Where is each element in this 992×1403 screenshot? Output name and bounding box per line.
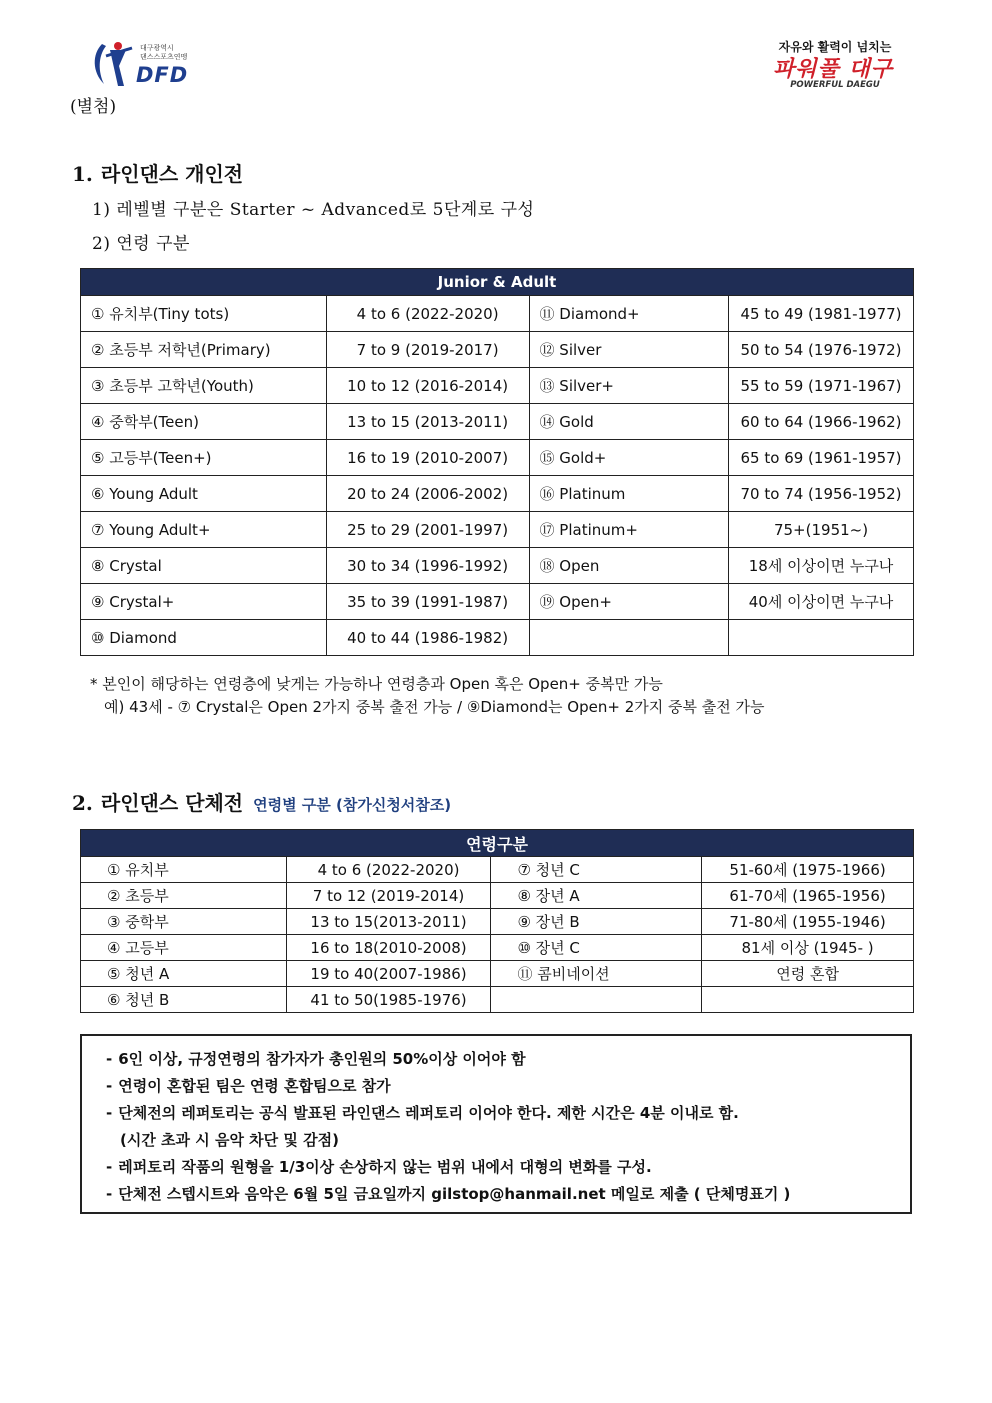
age-range-cell: 75+(1951~) [729,512,914,548]
table-row [81,883,914,909]
age-range-cell: 4 to 6 (2022-2020) [286,857,491,883]
section2-number: 2. [72,791,93,815]
age-range-cell: 61-70세 (1965-1956) [702,883,914,909]
category-cell: ④ 고등부 [81,935,287,961]
section1-item2: 2) 연령 구분 [92,234,190,254]
rule-text: 연령이 혼합된 팀은 연령 혼합팀으로 참가 [118,1077,391,1095]
table-row [81,548,914,584]
rule-item [106,1100,910,1127]
category-cell [491,987,702,1013]
age-range-cell: 13 to 15(2013-2011) [286,909,491,935]
age-range-cell: 30 to 34 (1996-1992) [326,548,529,584]
table-row [81,440,914,476]
table-row [81,857,914,883]
table-row [81,987,914,1013]
category-cell: ⑪ 콤비네이션 [491,961,702,987]
section2-note: 연령별 구분 (참가신청서참조) [253,796,452,814]
dfd-org-name [140,44,187,62]
table-row [81,332,914,368]
age-range-cell: 20 to 24 (2006-2002) [326,476,529,512]
category-cell: ① 유치부(Tiny tots) [81,296,327,332]
city-brand-en: POWERFUL DAEGU [790,80,880,90]
section1-heading [72,158,243,187]
rule-text: 레퍼토리 작품의 원형을 1/3이상 손상하지 않는 범위 내에서 대형의 변화를 구성. [118,1158,652,1176]
section1-title: 라인댄스 개인전 [100,162,244,186]
age-range-cell: 10 to 12 (2016-2014) [326,368,529,404]
rule-dash: - [106,1185,113,1203]
rule-item [106,1181,910,1208]
team-rules-box [80,1034,912,1214]
section2-title: 라인댄스 단체전 [100,791,244,815]
category-cell: ⑩ 장년 C [491,935,702,961]
rule-dash: - [106,1158,113,1176]
rule-text: 6인 이상, 규정연령의 참가자가 총인원의 50%이상 이어야 함 [118,1050,526,1068]
table-row [81,404,914,440]
table-row [81,512,914,548]
category-cell: ⑧ Crystal [81,548,327,584]
category-cell: ⑬ Silver+ [529,368,729,404]
age-range-cell: 60 to 64 (1966-1962) [729,404,914,440]
section1-number: 1. [72,162,93,186]
category-cell: ② 초등부 [81,883,287,909]
category-cell: ⑰ Platinum+ [529,512,729,548]
age-range-cell: 7 to 9 (2019-2017) [326,332,529,368]
category-cell [529,620,729,656]
team-rules-list [82,1036,910,1208]
age-range-cell: 16 to 18(2010-2008) [286,935,491,961]
table-row [81,961,914,987]
section1-note2: 예) 43세 - ⑦ Crystal은 Open 2가지 중복 출전 가능 / ⑨Diamond는 Open+ 2가지 중복 출전 가능 [104,698,765,716]
age-range-cell: 13 to 15 (2013-2011) [326,404,529,440]
table-row [81,909,914,935]
attachment-label: (별첨) [70,97,117,117]
rule-text: 단체전 스텝시트와 음악은 6월 5일 금요일까지 gilstop@hanmail.net 메일로 제출 ( 단체명표기 ) [118,1185,791,1203]
age-range-cell [702,987,914,1013]
age-range-cell: 50 to 54 (1976-1972) [729,332,914,368]
age-range-cell: 35 to 39 (1991-1987) [326,584,529,620]
team-table-title: 연령구분 [81,830,914,857]
rule-dash: - [106,1077,113,1095]
category-cell: ⑦ Young Adult+ [81,512,327,548]
rule-item [106,1046,910,1073]
rule-item [106,1154,910,1181]
category-cell: ⑥ Young Adult [81,476,327,512]
category-cell: ⑯ Platinum [529,476,729,512]
age-range-cell: 71-80세 (1955-1946) [702,909,914,935]
city-slogan: 자유와 활력이 넘치는 [778,40,892,54]
team-age-table [80,829,914,1013]
individual-table-title: Junior & Adult [81,269,914,296]
age-range-cell: 연령 혼합 [702,961,914,987]
rule-text: (시간 초과 시 음악 차단 및 감점) [120,1131,339,1149]
age-range-cell: 45 to 49 (1981-1977) [729,296,914,332]
age-range-cell: 25 to 29 (2001-1997) [326,512,529,548]
category-cell: ⑪ Diamond+ [529,296,729,332]
table-row [81,368,914,404]
category-cell: ⑧ 장년 A [491,883,702,909]
category-cell: ⑨ Crystal+ [81,584,327,620]
category-cell: ⑲ Open+ [529,584,729,620]
dfd-abbr: DFD [136,63,189,87]
dfd-org-line2: 댄스스포츠연맹 [140,53,188,61]
category-cell: ① 유치부 [81,857,287,883]
individual-age-table [80,268,914,656]
category-cell: ⑫ Silver [529,332,729,368]
category-cell: ② 초등부 저학년(Primary) [81,332,327,368]
category-cell: ⑥ 청년 B [81,987,287,1013]
age-range-cell: 19 to 40(2007-1986) [286,961,491,987]
category-cell: ③ 중학부 [81,909,287,935]
age-range-cell [729,620,914,656]
rule-item [106,1073,910,1100]
age-range-cell: 51-60세 (1975-1966) [702,857,914,883]
city-brand: 파워풀 대구 [773,57,893,82]
rule-text: 단체전의 레퍼토리는 공식 발표된 라인댄스 레퍼토리 이어야 한다. 제한 시간은 4분 이내로 함. [118,1104,739,1122]
category-cell: ⑨ 장년 B [491,909,702,935]
section1-item1: 1) 레벨별 구분은 Starter ~ Advanced로 5단계로 구성 [92,200,535,220]
age-range-cell: 4 to 6 (2022-2020) [326,296,529,332]
age-range-cell: 55 to 59 (1971-1967) [729,368,914,404]
category-cell: ⑱ Open [529,548,729,584]
age-range-cell: 81세 이상 (1945- ) [702,935,914,961]
rule-item [106,1127,910,1154]
table-row [81,296,914,332]
dfd-org-line1: 대구광역시 [140,44,174,52]
age-range-cell: 41 to 50(1985-1976) [286,987,491,1013]
section2-heading [72,787,451,816]
table-row [81,935,914,961]
age-range-cell: 70 to 74 (1956-1952) [729,476,914,512]
table-row [81,584,914,620]
rule-dash: - [106,1104,113,1122]
age-range-cell: 40세 이상이면 누구나 [729,584,914,620]
category-cell: ⑦ 청년 C [491,857,702,883]
table-row [81,620,914,656]
category-cell: ⑮ Gold+ [529,440,729,476]
category-cell: ⑭ Gold [529,404,729,440]
table-row [81,476,914,512]
category-cell: ⑤ 고등부(Teen+) [81,440,327,476]
age-range-cell: 65 to 69 (1961-1957) [729,440,914,476]
category-cell: ④ 중학부(Teen) [81,404,327,440]
rule-dash: - [106,1050,113,1068]
age-range-cell: 18세 이상이면 누구나 [729,548,914,584]
section1-note1: * 본인이 해당하는 연령층에 낮게는 가능하나 연령층과 Open 혹은 Open+ 중복만 가능 [90,675,663,693]
age-range-cell: 40 to 44 (1986-1982) [326,620,529,656]
category-cell: ⑩ Diamond [81,620,327,656]
category-cell: ③ 초등부 고학년(Youth) [81,368,327,404]
age-range-cell: 16 to 19 (2010-2007) [326,440,529,476]
category-cell: ⑤ 청년 A [81,961,287,987]
age-range-cell: 7 to 12 (2019-2014) [286,883,491,909]
